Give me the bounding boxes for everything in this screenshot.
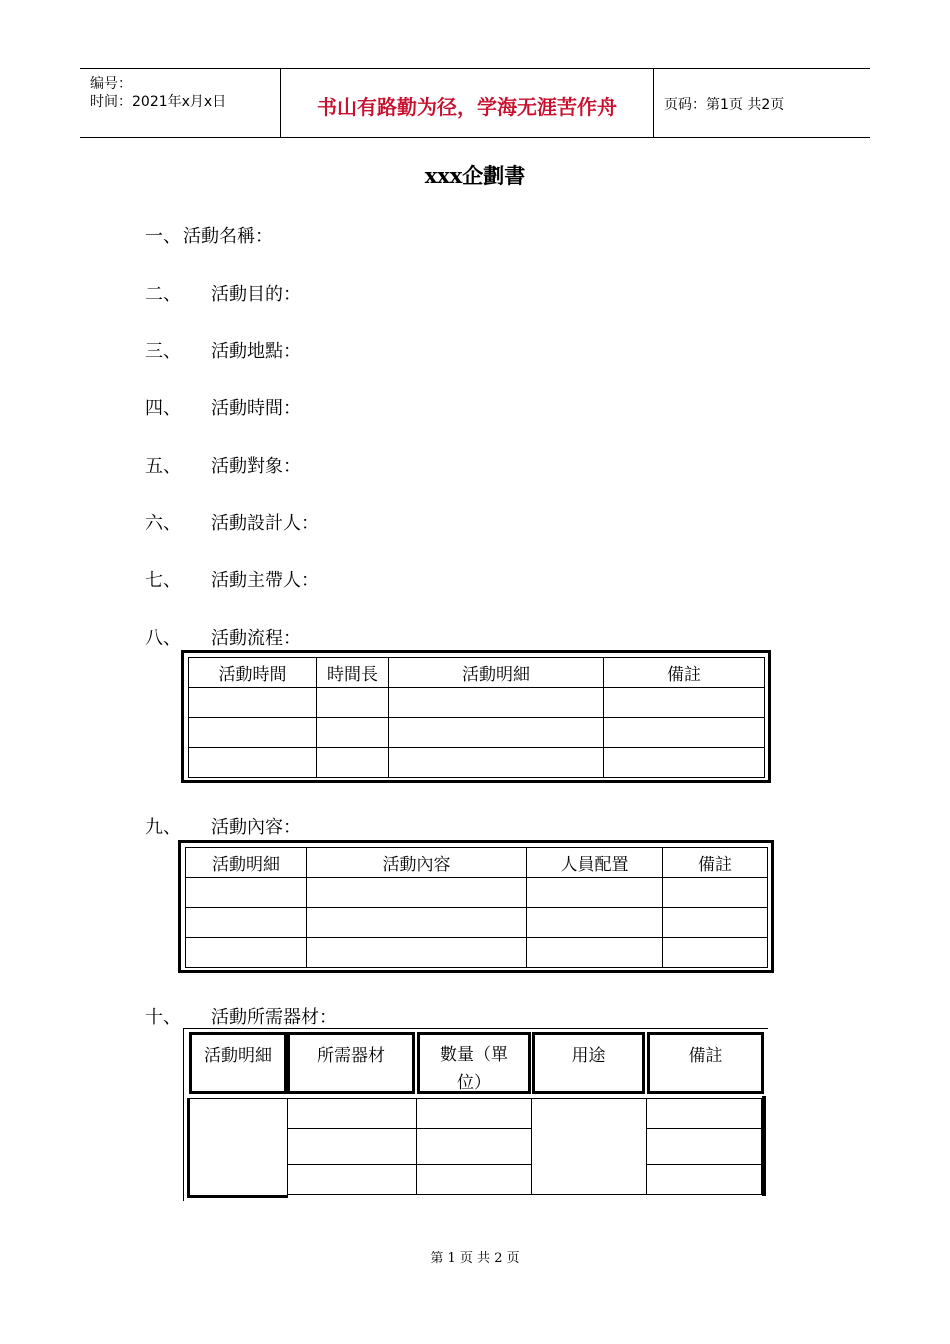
equipment-table [183,1028,768,1201]
table-cell[interactable] [317,688,389,718]
table-cell[interactable] [189,748,317,778]
table-cell[interactable] [186,878,307,908]
table-cell[interactable] [663,908,768,938]
section-activity-flow [145,624,301,650]
table-cell[interactable] [646,1164,762,1195]
table-cell[interactable] [416,1128,532,1165]
table-row [186,938,768,968]
table-cell[interactable] [604,718,765,748]
header-page-cell [654,69,870,137]
section-label: 活動名稱： [183,226,273,247]
section-label: 活動目的： [211,284,301,305]
page-footer: 第 1 页 共 2 页 [430,1251,520,1266]
document-number-label: 编号： [90,76,132,92]
table-cell[interactable] [287,1128,417,1165]
table-cell[interactable] [389,748,604,778]
table-cell[interactable] [307,878,527,908]
section-activity-purpose [145,280,301,306]
table-header-cell: 活動時間 [189,658,317,688]
table-header-cell: 活動明細 [389,658,604,688]
section-label: 活動地點： [211,341,301,362]
table-cell[interactable] [287,1098,417,1129]
header-motto: 书山有路勤为径，学海无涯苦作舟 [317,95,617,119]
section-label: 活動對象： [211,456,301,477]
table-header-cell: 所需器材 [287,1032,415,1094]
table-row [189,748,765,778]
table-header-cell: 備註 [647,1032,764,1094]
table-row [186,878,768,908]
table-header-row [189,658,765,688]
flow-table [181,650,771,783]
table-cell[interactable] [189,688,317,718]
table-cell[interactable] [187,1098,288,1198]
table-rule [183,1028,768,1029]
header-motto-cell [281,69,654,137]
table-cell[interactable] [646,1128,762,1165]
section-label: 活動所需器材： [211,1007,337,1028]
table-cell[interactable] [531,1098,647,1195]
table-cell[interactable] [527,938,663,968]
section-number: 九、 [145,817,181,838]
table-header-cell: 備註 [663,848,768,878]
page-header [80,68,870,138]
section-activity-location [145,337,301,363]
section-label: 活動內容： [211,817,301,838]
section-number: 六、 [145,513,181,534]
table-cell[interactable] [604,748,765,778]
table-row [189,718,765,748]
table-rule [762,1096,766,1196]
table-cell[interactable] [663,938,768,968]
table-cell[interactable] [604,688,765,718]
section-label: 活動設計人： [211,513,319,534]
table-cell[interactable] [307,908,527,938]
table-header-cell: 用途 [532,1032,645,1094]
section-label: 活動主帶人： [211,570,319,591]
table-header-cell: 備註 [604,658,765,688]
table-cell[interactable] [527,908,663,938]
section-activity-content [145,813,301,839]
section-number: 十、 [145,1007,181,1028]
table-header-cell: 數量（單位） [417,1032,531,1094]
table-cell[interactable] [317,718,389,748]
section-number: 八、 [145,628,181,649]
table-cell[interactable] [527,878,663,908]
header-page-info: 页码：第1页 共2页 [664,97,785,113]
section-number: 七、 [145,570,181,591]
section-number: 三、 [145,341,181,362]
table-cell[interactable] [317,748,389,778]
content-table-grid [185,847,768,968]
section-activity-leader [145,566,319,592]
table-cell[interactable] [646,1098,762,1129]
section-number: 二、 [145,284,181,305]
table-row [189,688,765,718]
table-row [186,908,768,938]
table-rule [183,1028,184,1201]
table-cell[interactable] [287,1164,417,1195]
table-header-cell: 活動內容 [307,848,527,878]
section-label: 活動流程： [211,628,301,649]
section-number: 五、 [145,456,181,477]
section-activity-name [145,222,273,248]
table-header-cell: 活動明細 [189,1032,287,1094]
table-cell[interactable] [186,908,307,938]
content-table [178,840,774,973]
table-cell[interactable] [186,938,307,968]
section-activity-designer [145,509,319,535]
document-title: xxx企劃書 [424,163,526,188]
table-cell[interactable] [389,718,604,748]
table-cell[interactable] [416,1164,532,1195]
table-header-cell: 活動明細 [186,848,307,878]
section-number: 一、 [145,226,181,247]
table-header-row [186,848,768,878]
table-header-cell: 時間長 [317,658,389,688]
section-activity-audience [145,452,301,478]
table-cell[interactable] [416,1098,532,1129]
header-info-cell [80,69,281,137]
section-activity-equipment [145,1003,337,1029]
section-number: 四、 [145,398,181,419]
table-cell[interactable] [663,878,768,908]
table-cell[interactable] [389,688,604,718]
document-time-label: 时间：2021年x月x日 [90,94,227,110]
table-cell[interactable] [189,718,317,748]
table-header-cell: 人員配置 [527,848,663,878]
section-activity-time [145,394,301,420]
section-label: 活動時間： [211,398,301,419]
table-cell[interactable] [307,938,527,968]
flow-table-grid [188,657,765,778]
